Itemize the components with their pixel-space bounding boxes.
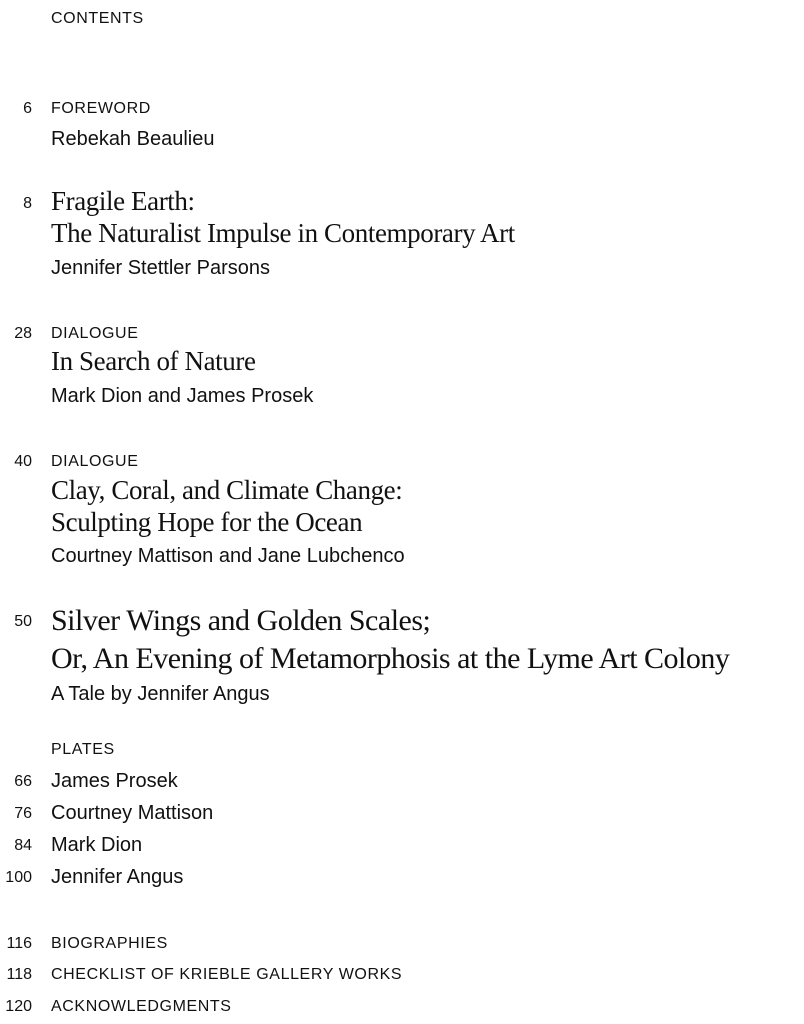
author-name: Rebekah Beaulieu [51,128,215,150]
essay-title-line-1: Silver Wings and Golden Scales; [51,604,431,637]
essay-title-line-1: Clay, Coral, and Climate Change: [51,475,403,505]
plate-artist-name: Jennifer Angus [51,866,184,888]
section-label: BIOGRAPHIES [51,935,168,952]
page-number: 76 [14,805,32,822]
page-number: 6 [23,100,32,117]
essay-title-line-2: The Naturalist Impulse in Contemporary Art [51,218,515,248]
section-label: PLATES [51,741,115,758]
section-label: ACKNOWLEDGMENTS [51,998,232,1015]
contents-heading: CONTENTS [51,10,144,27]
section-label: CHECKLIST OF KRIEBLE GALLERY WORKS [51,966,403,983]
section-label: FOREWORD [51,100,151,117]
page-number: 40 [14,453,32,470]
page-number: 50 [14,613,32,630]
plate-artist-name: Mark Dion [51,834,143,856]
essay-title-line-2: Or, An Evening of Metamorphosis at the Lyme Art Colony [51,642,730,675]
page-number: 120 [5,998,32,1015]
section-label: DIALOGUE [51,325,139,342]
plate-artist-name: Courtney Mattison [51,802,214,824]
essay-title-line-1: Fragile Earth: [51,186,195,216]
plate-artist-name: James Prosek [51,770,178,792]
author-name: Jennifer Stettler Parsons [51,257,270,279]
page-number: 28 [14,325,32,342]
author-name: A Tale by Jennifer Angus [51,683,270,705]
page-number: 118 [6,966,32,983]
author-name: Mark Dion and James Prosek [51,385,314,407]
page-number: 100 [5,869,32,886]
essay-title-line-2: Sculpting Hope for the Ocean [51,507,363,537]
author-name: Courtney Mattison and Jane Lubchenco [51,545,405,567]
section-label: DIALOGUE [51,453,139,470]
essay-title-line-1: In Search of Nature [51,346,256,376]
page-number: 116 [6,935,32,952]
page-number: 84 [14,837,32,854]
page-number: 8 [23,195,32,212]
page-number: 66 [14,773,32,790]
